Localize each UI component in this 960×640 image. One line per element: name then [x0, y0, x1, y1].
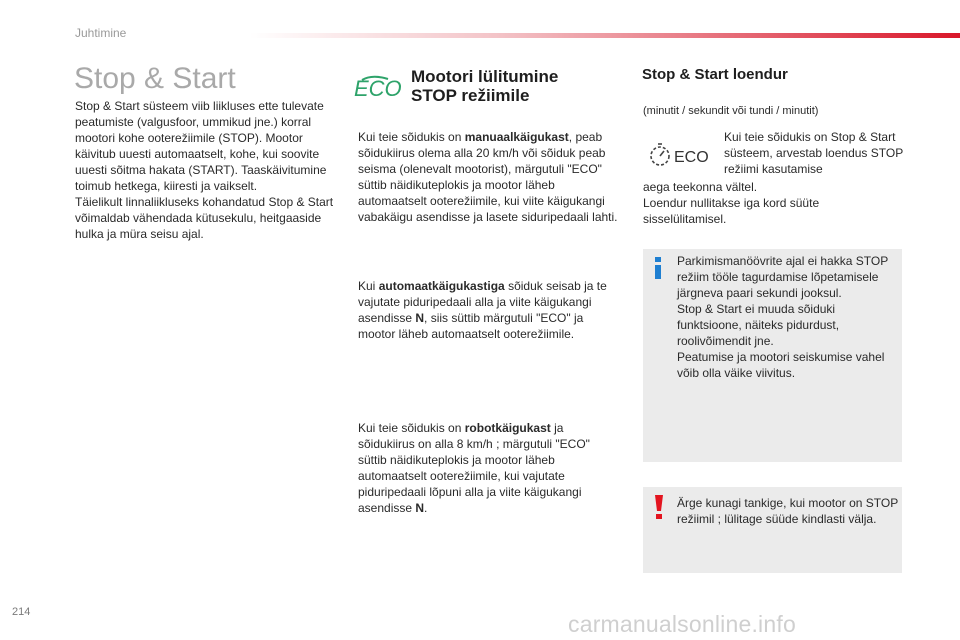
counter-text-2 [643, 179, 903, 227]
bold-term: automaatkäigukastiga [378, 279, 505, 293]
warning-icon [653, 495, 665, 519]
eco-counter-icon [648, 142, 718, 168]
text-segment: aega teekonna vältel. [643, 180, 758, 194]
section-label: Juhtimine [75, 26, 127, 40]
watermark: carmanualsonline.info [568, 611, 796, 637]
info-note-box [643, 249, 902, 462]
counter-text-1: Kui teie sõidukis on Stop & Start süsteem, arvestab loendus STOP režiimi kasutamise [724, 130, 903, 176]
intro-paragraph-2: Täielikult linnaliikluseks kohandatud Stop & Start võimaldab vähendada kütusekulu, heitgaaside hulka ja müra seisu ajal. [75, 195, 334, 241]
text-segment: sõiduk seisab ja te vajutate piduripedaali alla ja viite käigukangi asendisse [358, 279, 607, 325]
eco-section-title: Mootori lülitumine STOP režiimile [411, 67, 559, 105]
info-icon [653, 257, 663, 279]
warning-note-box [643, 487, 902, 573]
intro-paragraph: Stop & Start süsteem viib liikluses ette tulevate peatumiste (valgusfoor, ummikud jne.) korral mootori kohe ooterežiimile (STOP). Mootor käivitub uuesti automaatselt, kohe, kui soovite uuesti sõitma hakata (START). Taaskäivitumine toimub hetkega, kiiresti ja vaikselt. [75, 99, 327, 193]
eco-icon-label: ECO [354, 76, 402, 101]
robot-gearbox-paragraph [358, 420, 620, 516]
manual-gearbox-paragraph [358, 129, 620, 225]
text-segment: Kui [358, 279, 379, 293]
info-line: Parkimismanöövrite ajal ei hakka STOP režiim tööle tagurdamise lõpetamisele järgneva paari sekundi jooksul. [677, 254, 888, 300]
counter-icon-label: ECO [674, 149, 709, 166]
warning-note-text: Ärge kunagi tankige, kui mootor on STOP režiimil ; lülitage süüde kindlasti välja. [677, 496, 899, 526]
text-segment: ja sõidukiirus on alla 8 km/h ; märgutuli "ECO" süttib näidikuteplokis ja mootor läheb automaatselt ooterežiimile, kui vajutate piduripedaali lõpuni alla ja viite käigukangi asendisse [358, 421, 590, 515]
text-segment: , peab sõidukiirus olema alla 20 km/h või sõiduk peab seisma (olenevalt mootorist), märgutuli "ECO" süttib näidikuteplokis ja mootor läheb automaatselt ooterežiimile, kui viite käigukangi vabakäigu asendisse ja lasete siduripedaali lahti. [358, 130, 618, 224]
automatic-gearbox-paragraph [358, 278, 620, 342]
text-segment: , siis süttib märgutuli "ECO" ja mootor läheb automaatselt ooterežiimile. [358, 311, 584, 341]
header-accent-bar [250, 33, 960, 38]
text-segment: Loendur nullitakse iga kord süüte sisselülitamisel. [643, 196, 820, 226]
bold-term: robotkäigukast [464, 421, 551, 435]
text-segment: . [424, 501, 428, 515]
info-note-text [677, 253, 899, 381]
counter-units: (minutit / sekundit või tundi / minutit) [643, 105, 819, 117]
info-line: Stop & Start ei muuda sõiduki funktsioone, näiteks pidurdust, roolivõimendit jne. [677, 302, 840, 348]
info-line: Peatumise ja mootori seiskumise vahel võib olla väike viivitus. [677, 350, 885, 380]
bold-term: manuaalkäigukast [464, 130, 569, 144]
page-title: Stop & Start [74, 62, 236, 95]
bold-term: N [415, 501, 425, 515]
bold-term: N [415, 311, 425, 325]
intro-text [75, 98, 340, 242]
eco-icon [352, 75, 404, 103]
text-segment: Kui teie sõidukis on [358, 421, 465, 435]
page-number: 214 [12, 606, 31, 618]
counter-section-title: Stop & Start loendur [642, 66, 788, 83]
text-segment: Kui teie sõidukis on [358, 130, 465, 144]
